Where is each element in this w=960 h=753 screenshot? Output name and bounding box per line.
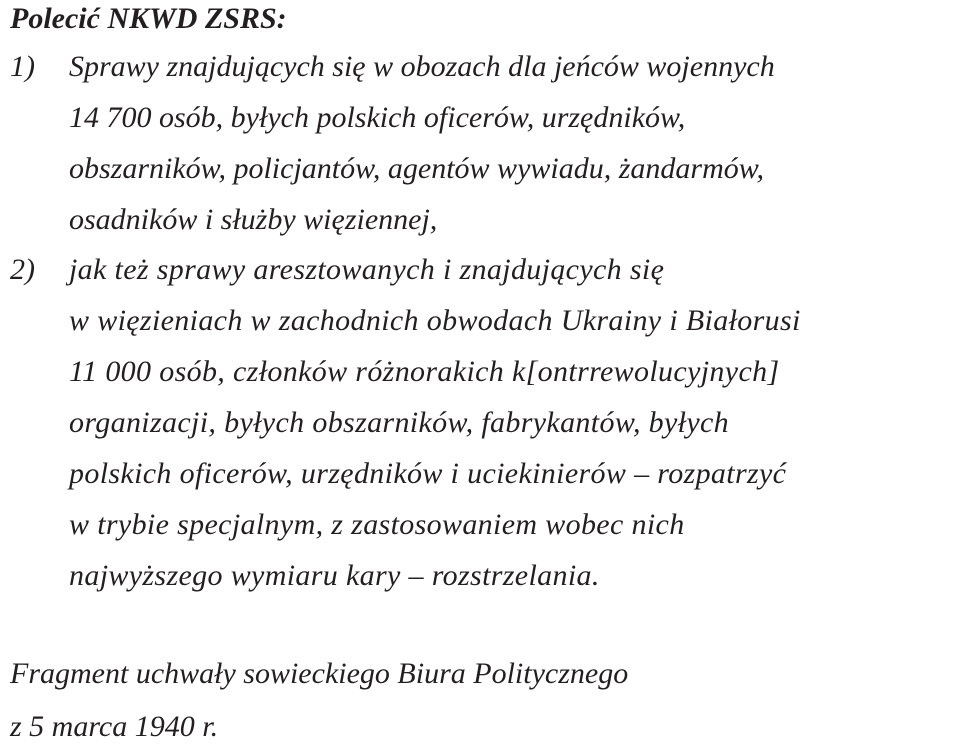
item-number: 1) — [10, 50, 35, 83]
text-line: organizacji, byłych obszarników, fabrykantów, byłych — [69, 406, 730, 439]
source-caption — [10, 647, 955, 753]
text-line: w trybie specjalnym, z zastosowaniem wobec nich — [69, 508, 685, 541]
text-line: Sprawy znajdujących się w obozach dla jeńców wojennych — [69, 50, 775, 83]
text-line: w więzieniach w zachodnich obwodach Ukrainy i Białorusi — [69, 304, 801, 337]
item-text — [69, 244, 955, 601]
resolution-heading: Polecić NKWD ZSRS: — [10, 2, 287, 35]
text-line: osadników i służby więziennej, — [69, 203, 438, 236]
text-line: 11 000 osób, członków różnorakich k[ontrrewolucyjnych] — [69, 355, 780, 388]
caption-line: z 5 marca 1940 r. — [10, 710, 219, 743]
text-line: polskich oficerów, urzędników i uciekinierów – rozpatrzyć — [69, 457, 787, 490]
item-number: 2) — [10, 253, 35, 286]
item-text — [69, 41, 955, 245]
text-line: 14 700 osób, byłych polskich oficerów, urzędników, — [69, 101, 686, 134]
text-line: obszarników, policjantów, agentów wywiadu, żandarmów, — [69, 152, 765, 185]
caption-line: Fragment uchwały sowieckiego Biura Politycznego — [10, 657, 629, 690]
text-line: jak też sprawy aresztowanych i znajdujących się — [69, 253, 665, 286]
text-line: najwyższego wymiaru kary – rozstrzelania. — [69, 559, 600, 592]
